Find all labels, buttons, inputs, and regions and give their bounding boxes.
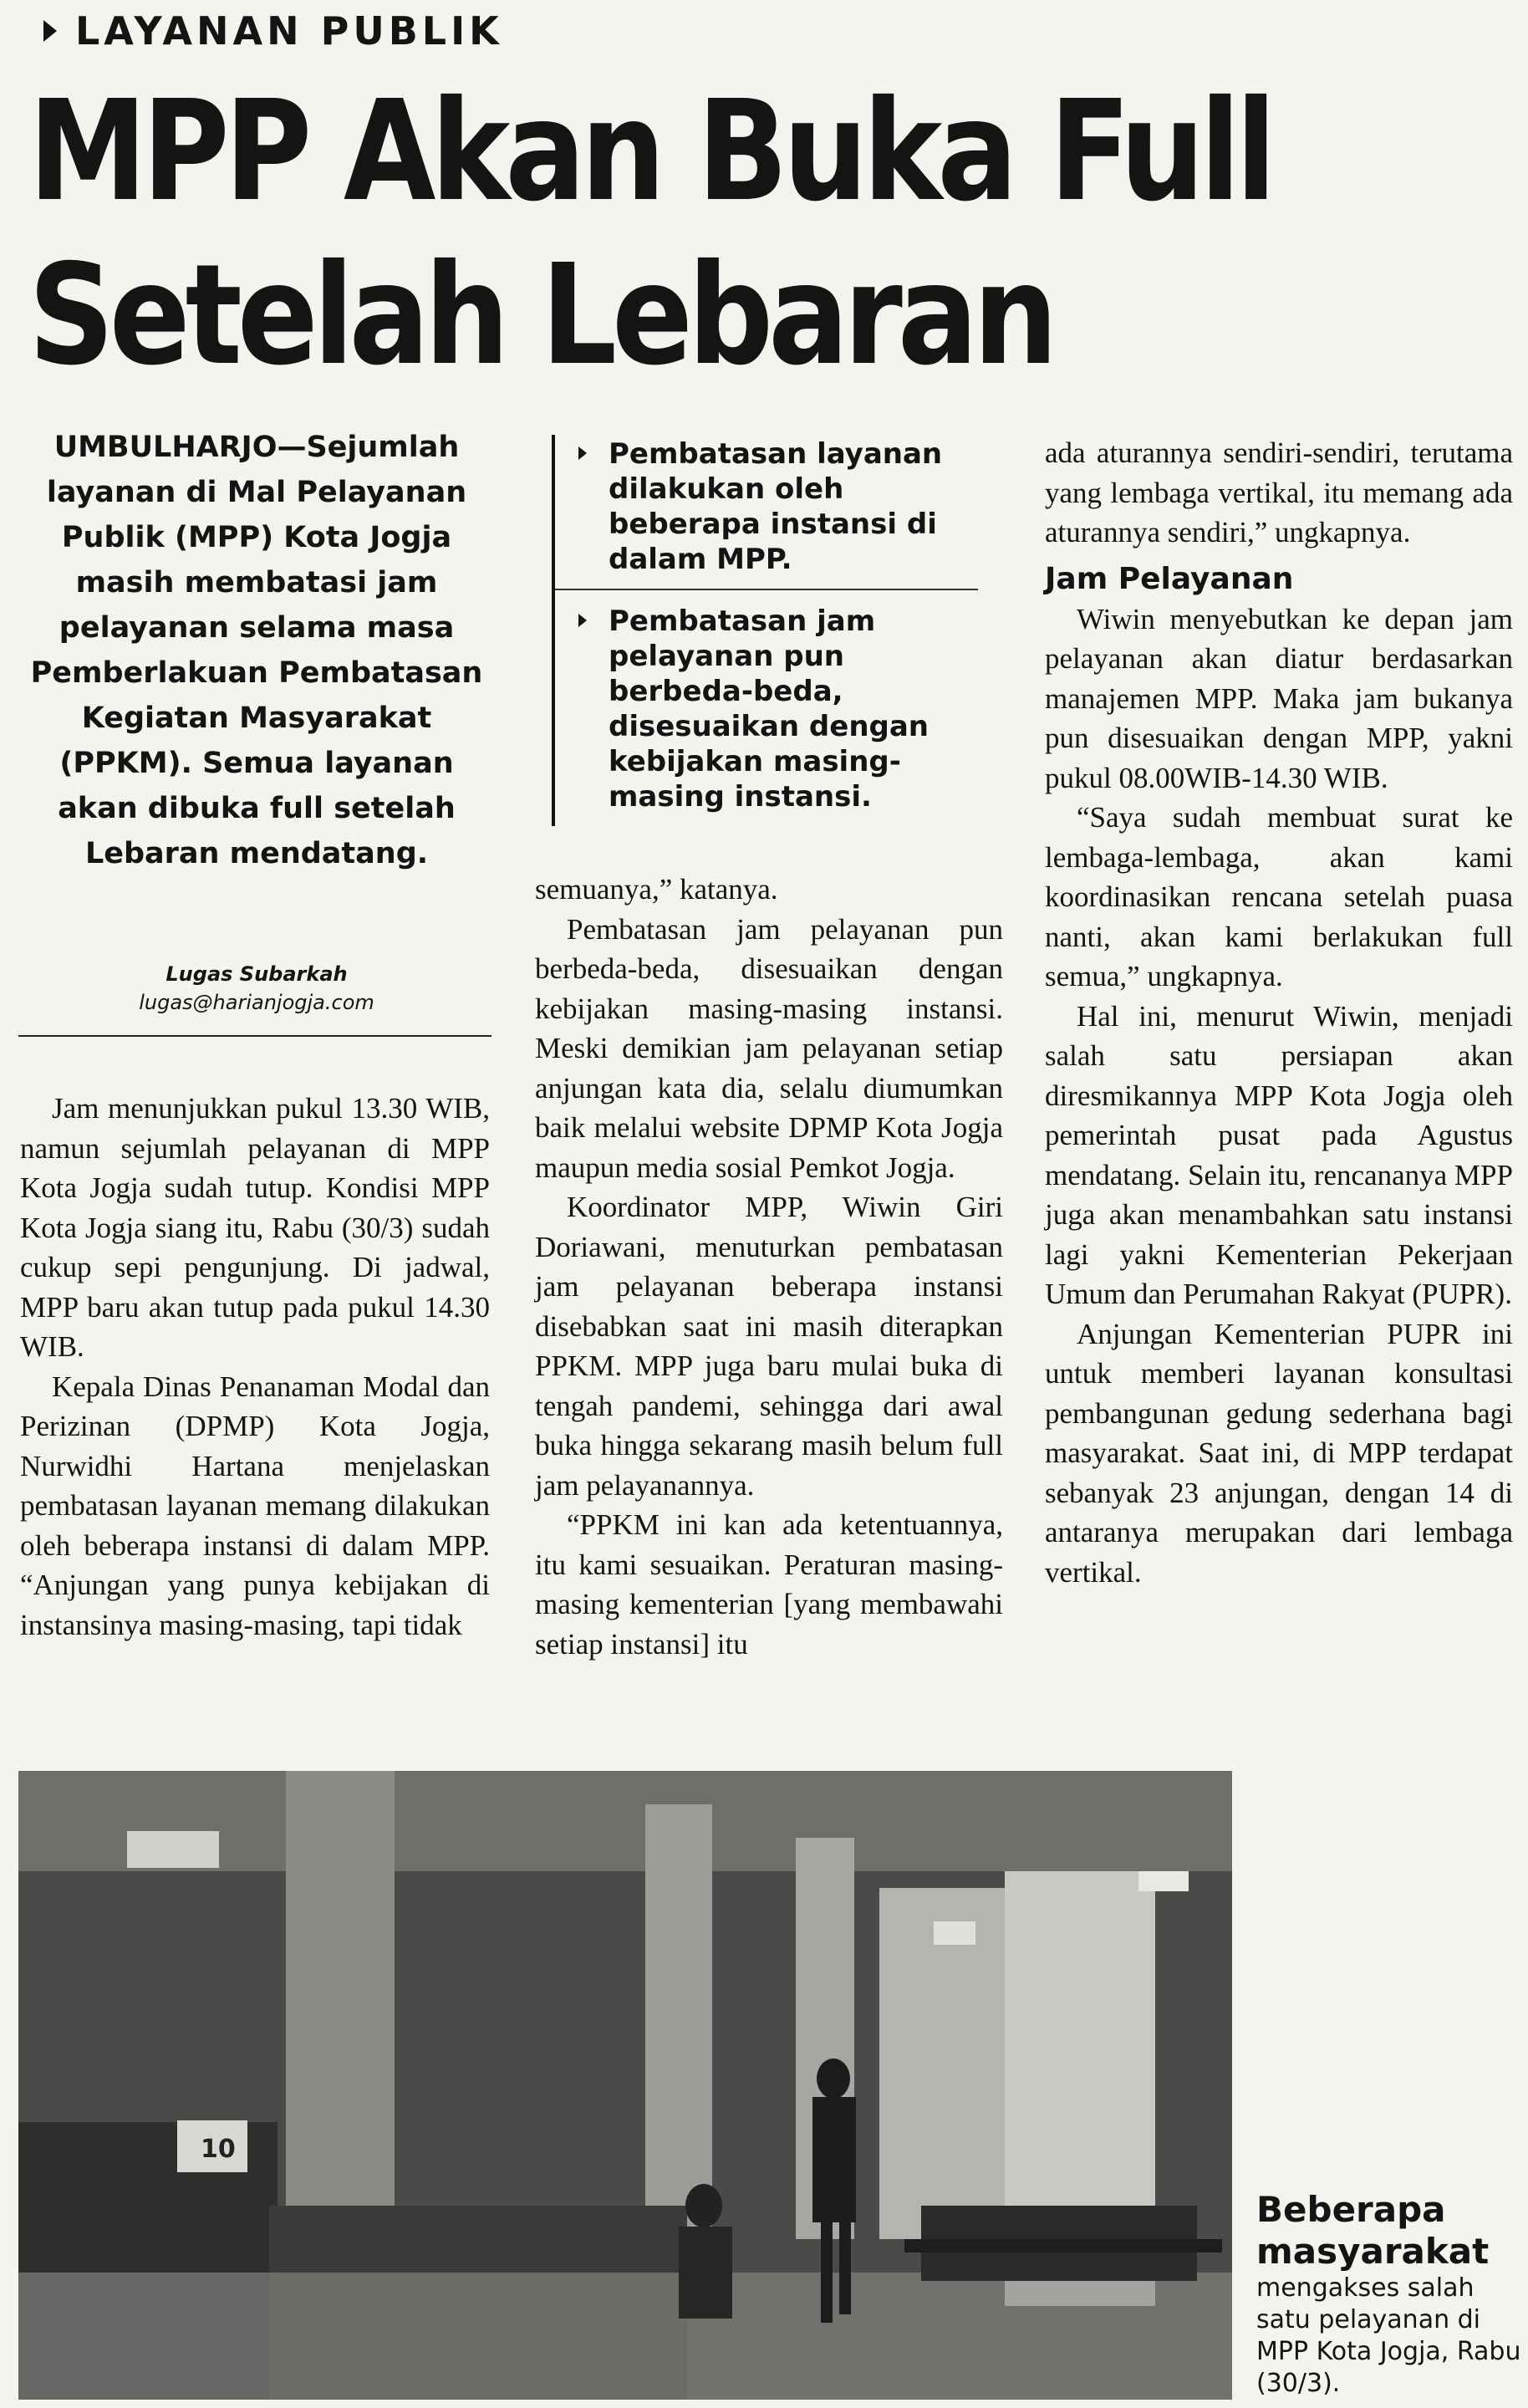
triangle-bullet-icon — [578, 614, 587, 627]
paragraph: Anjungan Kementerian PUPR ini untuk memberi layanan konsultasi pembangunan gedung sederhana bagi masyarakat. Saat ini, di MPP terdapat sebanyak 23 anjungan, dengan 14 di antaranya merupakan dari lembaga vertikal. — [1045, 1317, 1513, 1589]
paragraph: “Saya sudah membuat surat ke lembaga-lembaga, akan kami koordinasikan rencana setelah puasa nanti, akan kami berlakukan full semua,” ungkapnya. — [1045, 801, 1513, 992]
paragraph: Kepala Dinas Penanaman Modal dan Perizinan (DPMP) Kota Jogja, Nurwidhi Hartana menjelaskan pembatasan layanan memang dilakukan oleh beberapa instansi di dalam MPP. “Anjungan yang punya kebijakan di instansinya masing-masing, tapi tidak — [20, 1370, 490, 1641]
article-column-2 — [535, 870, 1003, 1664]
paragraph: ada aturannya sendiri-sendiri, terutama yang lembaga vertikal, itu memang ada aturannya sendiri,” ungkapnya. — [1045, 436, 1513, 548]
paragraph: Jam menunjukkan pukul 13.30 WIB, namun sejumlah pelayanan di MPP Kota Jogja sudah tutup. Kondisi MPP Kota Jogja siang itu, Rabu (30/3) sudah cukup sepi pengunjung. Di jadwal, MPP baru akan tutup pada pukul 14.30 WIB. — [20, 1092, 490, 1363]
byline — [18, 960, 495, 1017]
headline — [28, 70, 1272, 398]
callout-box — [552, 435, 978, 826]
paragraph: Hal ini, menurut Wiwin, menjadi salah satu persiapan akan diresmikannya MPP Kota Jogja oleh pemerintah pusat pada Agustus mendatang. Selain itu, rencananya MPP juga akan menambahkan satu instansi lagi yakni Kementerian Pekerjaan Umum dan Perumahan Rakyat (PUPR). — [1045, 999, 1513, 1310]
triangle-bullet-icon — [578, 446, 587, 460]
photo-illustration — [18, 1771, 1232, 2400]
caption-text: mengakses salah satu pelayanan di MPP Kota Jogja, Rabu (30/3). — [1256, 2273, 1521, 2398]
lead-paragraph: UMBULHARJO—Sejumlah layanan di Mal Pelayanan Publik (MPP) Kota Jogja masih membatasi jam pelayanan selama masa Pemberlakuan Pembatasan Kegiatan Masyarakat (PPKM). Semua layanan akan dibuka full setelah Lebaran mendatang. — [30, 431, 483, 870]
headline-line-2: Setelah Lebaran — [28, 235, 1053, 396]
caption-bold: Beberapa masyarakat — [1256, 2189, 1490, 2272]
subheading: Jam Pelayanan — [1045, 561, 1294, 596]
lead-divider — [18, 1035, 492, 1037]
article-column-1 — [20, 1089, 490, 1645]
news-photo — [18, 1771, 1232, 2400]
callout-item — [555, 589, 978, 826]
paragraph: semuanya,” katanya. — [535, 873, 778, 906]
article-column-3 — [1045, 433, 1513, 1592]
section-rubric — [43, 8, 503, 54]
callout-item — [555, 435, 978, 589]
triangle-icon — [43, 20, 57, 42]
rubric-label: LAYANAN PUBLIK — [75, 8, 503, 54]
paragraph: Koordinator MPP, Wiwin Giri Doriawani, menuturkan pembatasan jam pelayanan beberapa instansi disebabkan saat ini masih diterapkan PPKM. MPP juga baru mulai buka di tengah pandemi, sehingga dari awal buka hingga sekarang masih belum full jam pelayanannya. — [535, 1191, 1003, 1502]
headline-line-1: MPP Akan Buka Full — [28, 71, 1272, 232]
photo-caption — [1256, 2189, 1524, 2400]
callout-text: Pembatasan layanan dilakukan oleh beberapa instansi di dalam MPP. — [609, 437, 943, 576]
paragraph: “PPKM ini kan ada ketentuannya, itu kami sesuaikan. Peraturan masing-masing kementerian [yang membawahi setiap instansi] itu — [535, 1508, 1003, 1661]
author-email: lugas@harianjogja.com — [139, 991, 374, 1014]
author-name: Lugas Subarkah — [166, 962, 348, 986]
callout-text: Pembatasan jam pelayanan pun berbeda-beda, disesuaikan dengan kebijakan masing-masing instansi. — [609, 605, 930, 814]
counter-number: 10 — [201, 2135, 236, 2164]
paragraph: Wiwin menyebutkan ke depan jam pelayanan akan diatur berdasarkan manajemen MPP. Maka jam bukanya pun disesuaikan dengan MPP, yakni pukul 08.00WIB-14.30 WIB. — [1045, 602, 1513, 794]
paragraph: Pembatasan jam pelayanan pun berbeda-beda, disesuaikan dengan kebijakan masing-masing instansi. Meski demikian jam pelayanan setiap anjungan kata dia, selalu diumumkan baik melalui website DPMP Kota Jogja maupun media sosial Pemkot Jogja. — [535, 912, 1003, 1184]
